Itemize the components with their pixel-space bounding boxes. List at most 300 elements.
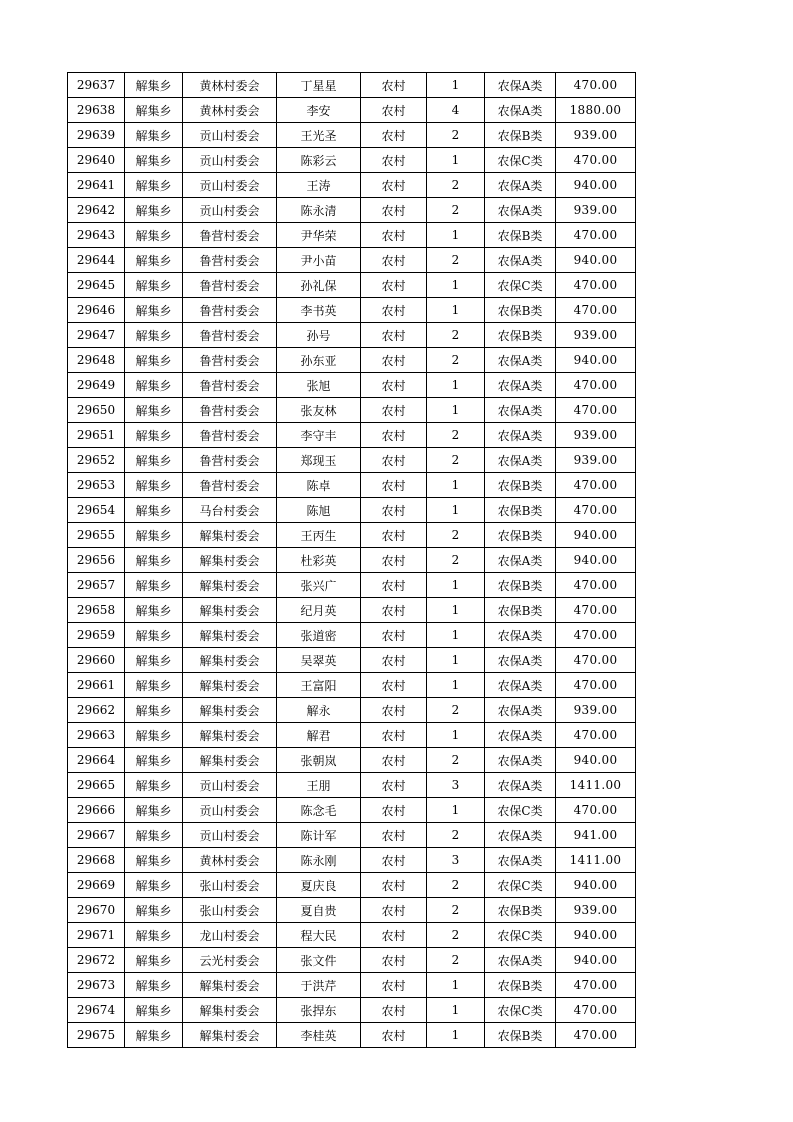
amount-cell: 940.00: [556, 748, 636, 773]
person-count-cell: 1: [427, 973, 485, 998]
township-cell: 解集乡: [125, 998, 183, 1023]
table-row: [68, 398, 636, 423]
table-row: [68, 848, 636, 873]
household-type-cell: 农村: [361, 1023, 427, 1048]
village-committee-cell: 解集村委会: [183, 1023, 277, 1048]
person-count-cell: 1: [427, 648, 485, 673]
amount-cell: 939.00: [556, 198, 636, 223]
table-row: [68, 98, 636, 123]
name-cell: 王涛: [277, 173, 361, 198]
township-cell: 解集乡: [125, 548, 183, 573]
amount-cell: 940.00: [556, 948, 636, 973]
amount-cell: 470.00: [556, 273, 636, 298]
record-id-cell: 29657: [68, 573, 125, 598]
record-id-cell: 29641: [68, 173, 125, 198]
table-row: [68, 1023, 636, 1048]
township-cell: 解集乡: [125, 73, 183, 98]
insurance-category-cell: 农保A类: [485, 748, 556, 773]
record-id-cell: 29664: [68, 748, 125, 773]
record-id-cell: 29652: [68, 448, 125, 473]
record-id-cell: 29643: [68, 223, 125, 248]
insurance-category-cell: 农保A类: [485, 673, 556, 698]
township-cell: 解集乡: [125, 223, 183, 248]
person-count-cell: 2: [427, 173, 485, 198]
insurance-category-cell: 农保B类: [485, 498, 556, 523]
amount-cell: 939.00: [556, 448, 636, 473]
household-type-cell: 农村: [361, 748, 427, 773]
person-count-cell: 2: [427, 548, 485, 573]
record-id-cell: 29653: [68, 473, 125, 498]
amount-cell: 470.00: [556, 473, 636, 498]
insurance-category-cell: 农保B类: [485, 973, 556, 998]
township-cell: 解集乡: [125, 1023, 183, 1048]
village-committee-cell: 鲁营村委会: [183, 448, 277, 473]
person-count-cell: 1: [427, 623, 485, 648]
insurance-category-cell: 农保A类: [485, 623, 556, 648]
name-cell: 陈念毛: [277, 798, 361, 823]
township-cell: 解集乡: [125, 723, 183, 748]
household-type-cell: 农村: [361, 323, 427, 348]
insurance-category-cell: 农保C类: [485, 798, 556, 823]
village-committee-cell: 贡山村委会: [183, 823, 277, 848]
village-committee-cell: 鲁营村委会: [183, 423, 277, 448]
record-id-cell: 29651: [68, 423, 125, 448]
village-committee-cell: 鲁营村委会: [183, 248, 277, 273]
record-id-cell: 29674: [68, 998, 125, 1023]
household-type-cell: 农村: [361, 973, 427, 998]
record-id-cell: 29637: [68, 73, 125, 98]
person-count-cell: 2: [427, 323, 485, 348]
household-type-cell: 农村: [361, 348, 427, 373]
village-committee-cell: 云光村委会: [183, 948, 277, 973]
amount-cell: 470.00: [556, 373, 636, 398]
amount-cell: 940.00: [556, 523, 636, 548]
record-id-cell: 29642: [68, 198, 125, 223]
insurance-category-cell: 农保A类: [485, 648, 556, 673]
table-row: [68, 923, 636, 948]
person-count-cell: 1: [427, 398, 485, 423]
amount-cell: 940.00: [556, 548, 636, 573]
township-cell: 解集乡: [125, 148, 183, 173]
village-committee-cell: 贡山村委会: [183, 148, 277, 173]
person-count-cell: 2: [427, 823, 485, 848]
township-cell: 解集乡: [125, 773, 183, 798]
record-id-cell: 29667: [68, 823, 125, 848]
insurance-category-cell: 农保B类: [485, 523, 556, 548]
name-cell: 吴翠英: [277, 648, 361, 673]
person-count-cell: 1: [427, 298, 485, 323]
person-count-cell: 2: [427, 198, 485, 223]
village-committee-cell: 鲁营村委会: [183, 348, 277, 373]
name-cell: 张朝岚: [277, 748, 361, 773]
township-cell: 解集乡: [125, 498, 183, 523]
insurance-category-cell: 农保A类: [485, 448, 556, 473]
name-cell: 解永: [277, 698, 361, 723]
person-count-cell: 2: [427, 923, 485, 948]
person-count-cell: 1: [427, 273, 485, 298]
insurance-category-cell: 农保A类: [485, 548, 556, 573]
name-cell: 孙东亚: [277, 348, 361, 373]
household-type-cell: 农村: [361, 248, 427, 273]
amount-cell: 470.00: [556, 723, 636, 748]
insurance-category-cell: 农保A类: [485, 198, 556, 223]
person-count-cell: 1: [427, 223, 485, 248]
table-row: [68, 898, 636, 923]
amount-cell: 470.00: [556, 648, 636, 673]
record-id-cell: 29662: [68, 698, 125, 723]
table-row: [68, 723, 636, 748]
household-type-cell: 农村: [361, 73, 427, 98]
table-row: [68, 473, 636, 498]
household-type-cell: 农村: [361, 173, 427, 198]
person-count-cell: 1: [427, 798, 485, 823]
record-id-cell: 29669: [68, 873, 125, 898]
township-cell: 解集乡: [125, 923, 183, 948]
insurance-category-cell: 农保C类: [485, 923, 556, 948]
table-row: [68, 698, 636, 723]
table-row: [68, 598, 636, 623]
person-count-cell: 1: [427, 998, 485, 1023]
amount-cell: 939.00: [556, 323, 636, 348]
township-cell: 解集乡: [125, 123, 183, 148]
village-committee-cell: 张山村委会: [183, 898, 277, 923]
insurance-category-cell: 农保A类: [485, 823, 556, 848]
township-cell: 解集乡: [125, 373, 183, 398]
household-type-cell: 农村: [361, 698, 427, 723]
household-type-cell: 农村: [361, 573, 427, 598]
insurance-category-cell: 农保A类: [485, 348, 556, 373]
table-row: [68, 498, 636, 523]
table-row: [68, 523, 636, 548]
person-count-cell: 2: [427, 748, 485, 773]
person-count-cell: 2: [427, 873, 485, 898]
name-cell: 王朋: [277, 773, 361, 798]
name-cell: 郑现玉: [277, 448, 361, 473]
name-cell: 陈彩云: [277, 148, 361, 173]
person-count-cell: 2: [427, 123, 485, 148]
record-id-cell: 29644: [68, 248, 125, 273]
amount-cell: 470.00: [556, 398, 636, 423]
person-count-cell: 3: [427, 773, 485, 798]
table-row: [68, 323, 636, 348]
table-row: [68, 373, 636, 398]
record-id-cell: 29655: [68, 523, 125, 548]
table-row: [68, 948, 636, 973]
amount-cell: 470.00: [556, 148, 636, 173]
record-id-cell: 29640: [68, 148, 125, 173]
name-cell: 尹小苗: [277, 248, 361, 273]
household-type-cell: 农村: [361, 948, 427, 973]
household-type-cell: 农村: [361, 623, 427, 648]
table-row: [68, 223, 636, 248]
person-count-cell: 1: [427, 373, 485, 398]
amount-cell: 1880.00: [556, 98, 636, 123]
village-committee-cell: 鲁营村委会: [183, 373, 277, 398]
insurance-category-cell: 农保A类: [485, 698, 556, 723]
township-cell: 解集乡: [125, 598, 183, 623]
amount-cell: 940.00: [556, 923, 636, 948]
name-cell: 张友林: [277, 398, 361, 423]
township-cell: 解集乡: [125, 448, 183, 473]
insurance-category-cell: 农保A类: [485, 848, 556, 873]
record-id-cell: 29665: [68, 773, 125, 798]
village-committee-cell: 解集村委会: [183, 748, 277, 773]
village-committee-cell: 解集村委会: [183, 623, 277, 648]
village-committee-cell: 贡山村委会: [183, 773, 277, 798]
amount-cell: 941.00: [556, 823, 636, 848]
insurance-category-cell: 农保A类: [485, 723, 556, 748]
insurance-category-cell: 农保A类: [485, 423, 556, 448]
township-cell: 解集乡: [125, 98, 183, 123]
person-count-cell: 2: [427, 448, 485, 473]
village-committee-cell: 贡山村委会: [183, 798, 277, 823]
record-id-cell: 29658: [68, 598, 125, 623]
village-committee-cell: 贡山村委会: [183, 173, 277, 198]
table-row: [68, 798, 636, 823]
insurance-category-cell: 农保A类: [485, 773, 556, 798]
name-cell: 李安: [277, 98, 361, 123]
township-cell: 解集乡: [125, 573, 183, 598]
name-cell: 王光圣: [277, 123, 361, 148]
table-row: [68, 648, 636, 673]
table-row: [68, 73, 636, 98]
amount-cell: 470.00: [556, 223, 636, 248]
name-cell: 张捍东: [277, 998, 361, 1023]
township-cell: 解集乡: [125, 298, 183, 323]
table-row: [68, 823, 636, 848]
table-row: [68, 148, 636, 173]
township-cell: 解集乡: [125, 348, 183, 373]
village-committee-cell: 鲁营村委会: [183, 473, 277, 498]
name-cell: 陈计军: [277, 823, 361, 848]
person-count-cell: 1: [427, 73, 485, 98]
person-count-cell: 2: [427, 348, 485, 373]
amount-cell: 470.00: [556, 298, 636, 323]
name-cell: 李书英: [277, 298, 361, 323]
name-cell: 孙号: [277, 323, 361, 348]
record-id-cell: 29673: [68, 973, 125, 998]
township-cell: 解集乡: [125, 523, 183, 548]
household-type-cell: 农村: [361, 923, 427, 948]
table-row: [68, 998, 636, 1023]
insurance-category-cell: 农保B类: [485, 1023, 556, 1048]
amount-cell: 470.00: [556, 623, 636, 648]
record-id-cell: 29675: [68, 1023, 125, 1048]
amount-cell: 470.00: [556, 498, 636, 523]
household-type-cell: 农村: [361, 223, 427, 248]
person-count-cell: 4: [427, 98, 485, 123]
village-committee-cell: 鲁营村委会: [183, 398, 277, 423]
township-cell: 解集乡: [125, 648, 183, 673]
table-row: [68, 623, 636, 648]
name-cell: 夏自贵: [277, 898, 361, 923]
person-count-cell: 1: [427, 673, 485, 698]
amount-cell: 470.00: [556, 1023, 636, 1048]
person-count-cell: 2: [427, 248, 485, 273]
village-committee-cell: 解集村委会: [183, 973, 277, 998]
record-id-cell: 29639: [68, 123, 125, 148]
township-cell: 解集乡: [125, 623, 183, 648]
household-type-cell: 农村: [361, 373, 427, 398]
person-count-cell: 1: [427, 473, 485, 498]
name-cell: 孙礼保: [277, 273, 361, 298]
amount-cell: 1411.00: [556, 848, 636, 873]
name-cell: 张道密: [277, 623, 361, 648]
name-cell: 陈永刚: [277, 848, 361, 873]
name-cell: 陈永清: [277, 198, 361, 223]
name-cell: 王富阳: [277, 673, 361, 698]
person-count-cell: 2: [427, 423, 485, 448]
village-committee-cell: 解集村委会: [183, 698, 277, 723]
household-type-cell: 农村: [361, 598, 427, 623]
amount-cell: 470.00: [556, 73, 636, 98]
township-cell: 解集乡: [125, 898, 183, 923]
name-cell: 陈卓: [277, 473, 361, 498]
record-id-cell: 29659: [68, 623, 125, 648]
record-id-cell: 29647: [68, 323, 125, 348]
name-cell: 张旭: [277, 373, 361, 398]
village-committee-cell: 解集村委会: [183, 673, 277, 698]
village-committee-cell: 鲁营村委会: [183, 323, 277, 348]
name-cell: 王丙生: [277, 523, 361, 548]
household-type-cell: 农村: [361, 723, 427, 748]
insurance-category-cell: 农保A类: [485, 73, 556, 98]
township-cell: 解集乡: [125, 848, 183, 873]
person-count-cell: 1: [427, 498, 485, 523]
record-id-cell: 29650: [68, 398, 125, 423]
household-type-cell: 农村: [361, 673, 427, 698]
amount-cell: 470.00: [556, 598, 636, 623]
record-id-cell: 29646: [68, 298, 125, 323]
household-type-cell: 农村: [361, 98, 427, 123]
name-cell: 夏庆良: [277, 873, 361, 898]
township-cell: 解集乡: [125, 823, 183, 848]
township-cell: 解集乡: [125, 698, 183, 723]
insurance-category-cell: 农保B类: [485, 473, 556, 498]
township-cell: 解集乡: [125, 673, 183, 698]
name-cell: 尹华荣: [277, 223, 361, 248]
table-row: [68, 873, 636, 898]
village-committee-cell: 龙山村委会: [183, 923, 277, 948]
insurance-category-cell: 农保C类: [485, 998, 556, 1023]
record-id-cell: 29666: [68, 798, 125, 823]
village-committee-cell: 黄林村委会: [183, 73, 277, 98]
name-cell: 李桂英: [277, 1023, 361, 1048]
insurance-category-cell: 农保A类: [485, 173, 556, 198]
household-type-cell: 农村: [361, 648, 427, 673]
record-id-cell: 29668: [68, 848, 125, 873]
name-cell: 张文件: [277, 948, 361, 973]
amount-cell: 940.00: [556, 873, 636, 898]
record-id-cell: 29656: [68, 548, 125, 573]
village-committee-cell: 解集村委会: [183, 548, 277, 573]
name-cell: 陈旭: [277, 498, 361, 523]
amount-cell: 940.00: [556, 348, 636, 373]
household-type-cell: 农村: [361, 998, 427, 1023]
name-cell: 纪月英: [277, 598, 361, 623]
record-id-cell: 29648: [68, 348, 125, 373]
insurance-category-cell: 农保A类: [485, 98, 556, 123]
township-cell: 解集乡: [125, 173, 183, 198]
table-row: [68, 673, 636, 698]
insurance-category-cell: 农保A类: [485, 248, 556, 273]
amount-cell: 470.00: [556, 573, 636, 598]
person-count-cell: 2: [427, 898, 485, 923]
village-committee-cell: 解集村委会: [183, 598, 277, 623]
person-count-cell: 3: [427, 848, 485, 873]
household-type-cell: 农村: [361, 398, 427, 423]
table-row: [68, 548, 636, 573]
township-cell: 解集乡: [125, 798, 183, 823]
village-committee-cell: 解集村委会: [183, 723, 277, 748]
village-committee-cell: 贡山村委会: [183, 123, 277, 148]
insurance-category-cell: 农保C类: [485, 873, 556, 898]
record-id-cell: 29649: [68, 373, 125, 398]
record-id-cell: 29660: [68, 648, 125, 673]
township-cell: 解集乡: [125, 873, 183, 898]
village-committee-cell: 贡山村委会: [183, 198, 277, 223]
name-cell: 于洪芹: [277, 973, 361, 998]
village-committee-cell: 黄林村委会: [183, 848, 277, 873]
insurance-category-cell: 农保B类: [485, 223, 556, 248]
name-cell: 李守丰: [277, 423, 361, 448]
record-id-cell: 29671: [68, 923, 125, 948]
household-type-cell: 农村: [361, 298, 427, 323]
insurance-category-cell: 农保B类: [485, 298, 556, 323]
household-type-cell: 农村: [361, 548, 427, 573]
table-row: [68, 298, 636, 323]
name-cell: 丁星星: [277, 73, 361, 98]
table-row: [68, 173, 636, 198]
township-cell: 解集乡: [125, 473, 183, 498]
household-type-cell: 农村: [361, 848, 427, 873]
household-type-cell: 农村: [361, 448, 427, 473]
person-count-cell: 1: [427, 1023, 485, 1048]
record-id-cell: 29670: [68, 898, 125, 923]
record-id-cell: 29654: [68, 498, 125, 523]
records-table: [67, 72, 636, 1048]
village-committee-cell: 解集村委会: [183, 573, 277, 598]
village-committee-cell: 鲁营村委会: [183, 298, 277, 323]
township-cell: 解集乡: [125, 398, 183, 423]
village-committee-cell: 张山村委会: [183, 873, 277, 898]
insurance-category-cell: 农保B类: [485, 573, 556, 598]
insurance-category-cell: 农保A类: [485, 948, 556, 973]
person-count-cell: 2: [427, 523, 485, 548]
village-committee-cell: 黄林村委会: [183, 98, 277, 123]
name-cell: 程大民: [277, 923, 361, 948]
township-cell: 解集乡: [125, 248, 183, 273]
table-row: [68, 773, 636, 798]
village-committee-cell: 鲁营村委会: [183, 273, 277, 298]
township-cell: 解集乡: [125, 323, 183, 348]
township-cell: 解集乡: [125, 273, 183, 298]
record-id-cell: 29672: [68, 948, 125, 973]
table-row: [68, 273, 636, 298]
amount-cell: 470.00: [556, 973, 636, 998]
household-type-cell: 农村: [361, 423, 427, 448]
amount-cell: 940.00: [556, 248, 636, 273]
table-row: [68, 348, 636, 373]
household-type-cell: 农村: [361, 523, 427, 548]
name-cell: 张兴广: [277, 573, 361, 598]
amount-cell: 939.00: [556, 123, 636, 148]
household-type-cell: 农村: [361, 898, 427, 923]
township-cell: 解集乡: [125, 748, 183, 773]
record-id-cell: 29661: [68, 673, 125, 698]
table-row: [68, 198, 636, 223]
insurance-category-cell: 农保A类: [485, 398, 556, 423]
